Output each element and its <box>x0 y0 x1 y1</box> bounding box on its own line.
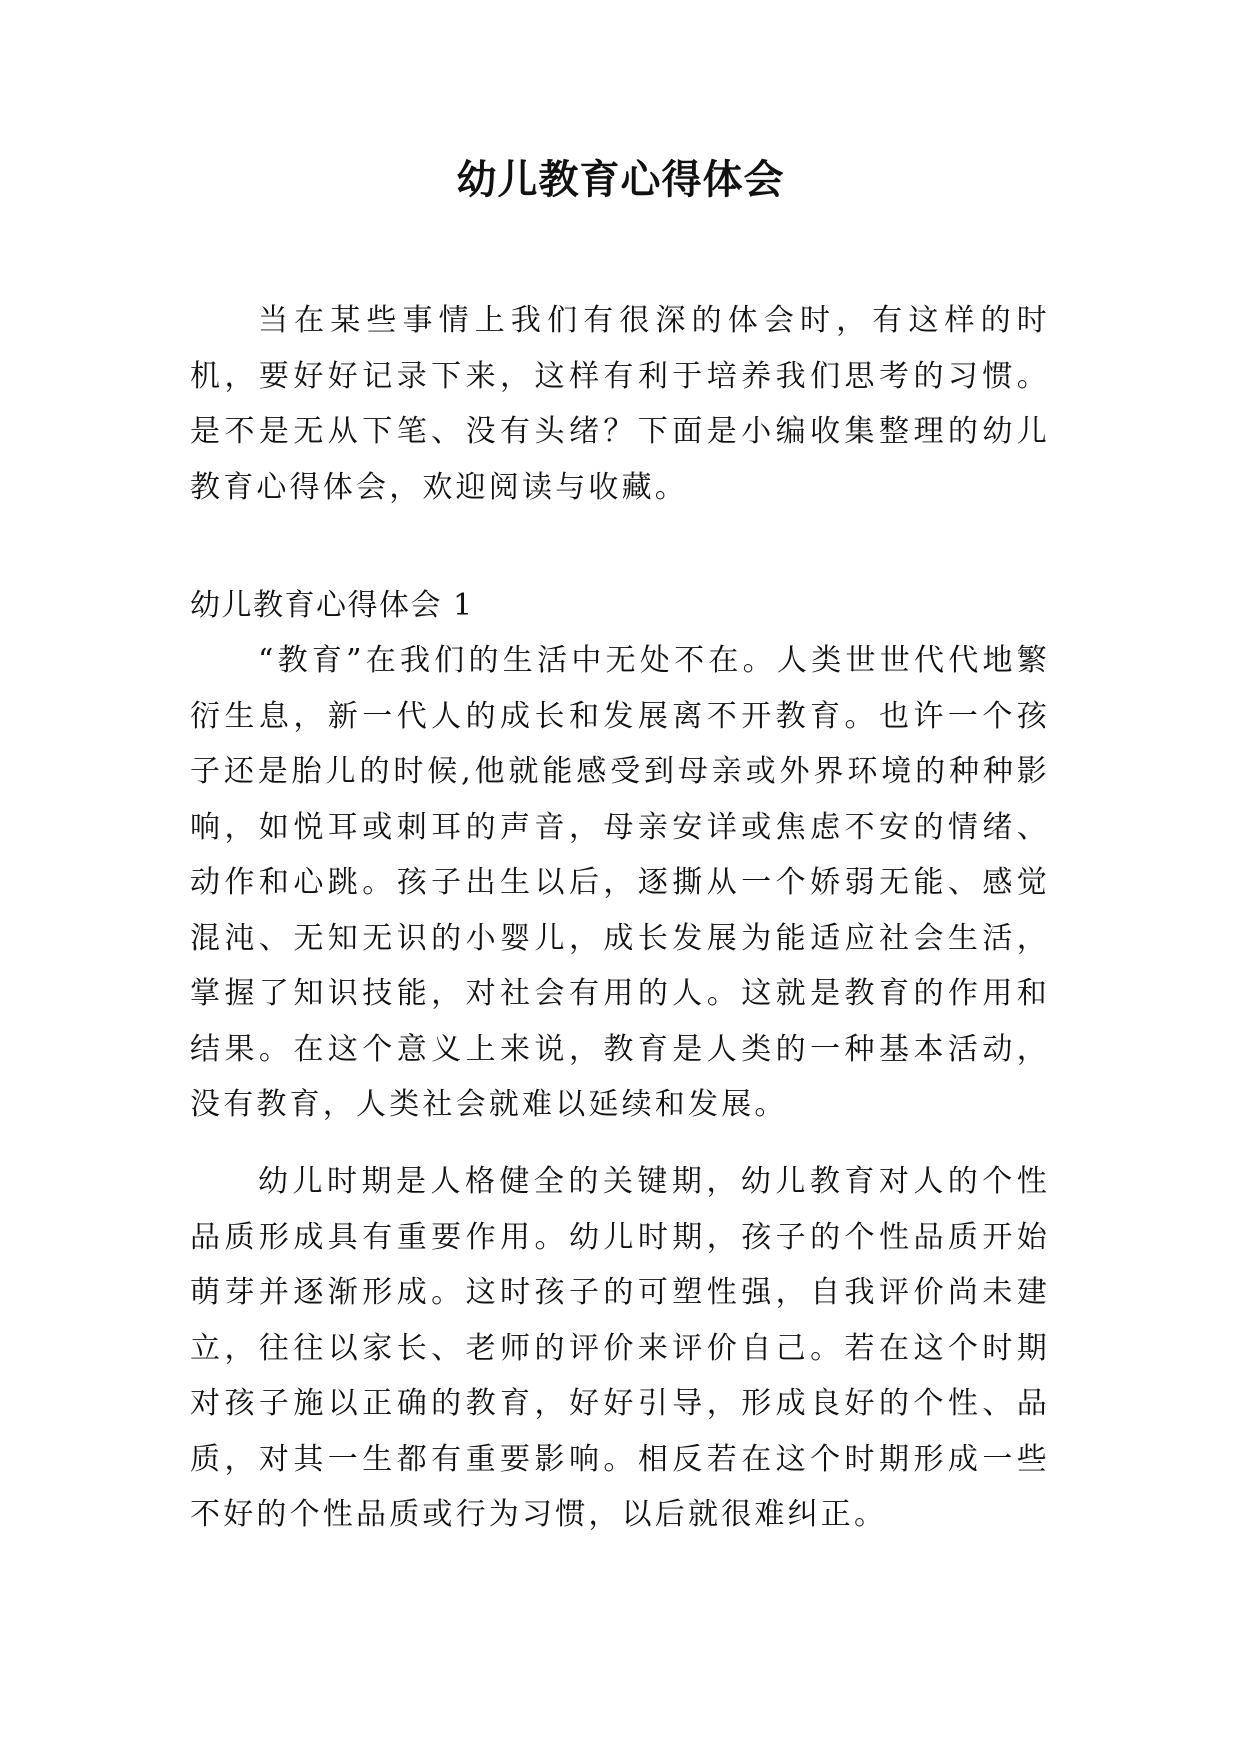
intro-paragraph: 当在某些事情上我们有很深的体会时，有这样的时机，要好好记录下来，这样有利于培养我们思考的习惯。是不是无从下笔、没有头绪？下面是小编收集整理的幼儿教育心得体会，欢迎阅读与收藏。 <box>190 303 1050 505</box>
document-title: 幼儿教育心得体会 <box>456 156 785 203</box>
section-paragraph-1: “教育”在我们的生活中无处不在。人类世世代代地繁衍生息，新一代人的成长和发展离不开教育。也许一个孩子还是胎儿的时候,他就能感受到母亲或外界环境的种种影响，如悦耳或刺耳的声音，母亲安详或焦虑不安的情绪、动作和心跳。孩子出生以后，逐撕从一个娇弱无能、感觉混沌、无知无识的小婴儿，成长发展为能适应社会生活，掌握了知识技能，对社会有用的人。这就是教育的作用和结果。在这个意义上来说，教育是人类的一种基本活动，没有教育，人类社会就难以延续和发展。 <box>190 643 1050 1122</box>
section-paragraph-2: 幼儿时期是人格健全的关键期，幼儿教育对人的个性品质形成具有重要作用。幼儿时期，孩子的个性品质开始萌芽并逐渐形成。这时孩子的可塑性强，自我评价尚未建立，往往以家长、老师的评价来评价自己。若在这个时期对孩子施以正确的教育，好好引导，形成良好的个性、品质，对其一生都有重要影响。相反若在这个时期形成一些不好的个性品质或行为习惯，以后就很难纠正。 <box>190 1164 1050 1532</box>
section-heading: 幼儿教育心得体会 1 <box>190 588 474 623</box>
